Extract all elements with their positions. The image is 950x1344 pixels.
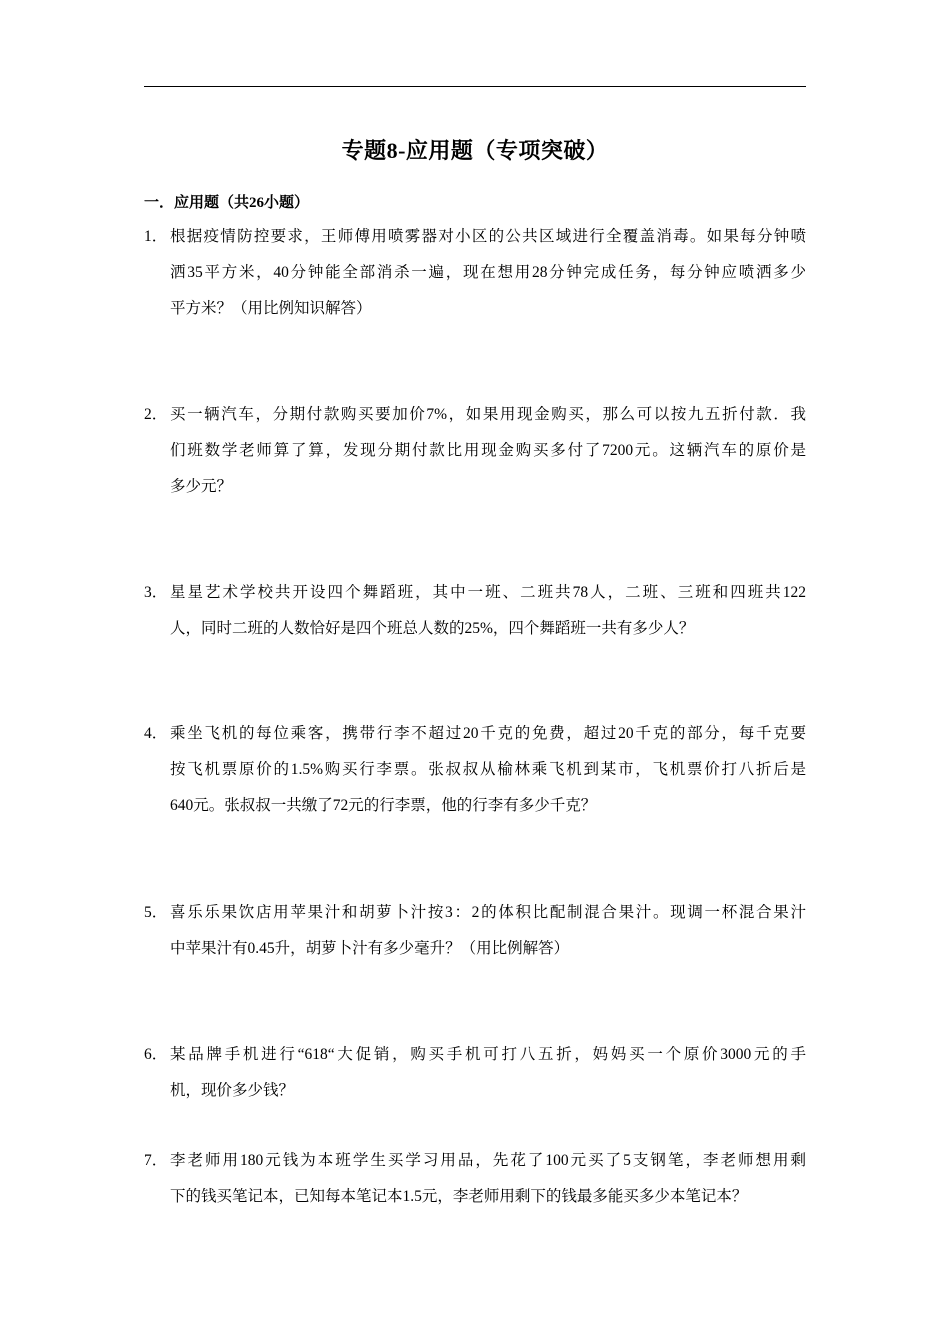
problem-text: 机，现价多少钱？ [170, 1082, 295, 1099]
problem-number: 7． [144, 1152, 168, 1169]
problem-number: 1． [144, 228, 168, 245]
problem-text: 人，同时二班的人数恰好是四个班总人数的25%，四个舞蹈班一共有多少人？ [170, 620, 695, 637]
problem-text: 某品牌手机进行“618“大促销，购买手机可打八五折，妈妈买一个原价3000元的手 [170, 1046, 806, 1063]
problem-3 [144, 575, 806, 647]
problem-text: 多少元？ [170, 478, 233, 495]
problem-line [144, 433, 806, 469]
problem-number: 6． [144, 1046, 168, 1063]
problem-line [144, 219, 806, 255]
problem-line [144, 1179, 806, 1215]
problem-text: 下的钱买笔记本，已知每本笔记本1.5元，李老师用剩下的钱最多能买多少本笔记本？ [170, 1188, 748, 1205]
problem-line [144, 1037, 806, 1073]
problem-line [144, 469, 806, 505]
problem-number: 4． [144, 725, 168, 742]
problem-6 [144, 1037, 806, 1109]
problem-7 [144, 1143, 806, 1215]
problem-5 [144, 895, 806, 967]
problem-line [144, 895, 806, 931]
problem-line [144, 716, 806, 752]
problem-line [144, 1073, 806, 1109]
problem-text: 根据疫情防控要求，王师傅用喷雾器对小区的公共区域进行全覆盖消毒。如果每分钟喷 [170, 228, 806, 245]
problem-line [144, 931, 806, 967]
header-rule [144, 86, 806, 87]
problem-line [144, 752, 806, 788]
problem-line [144, 611, 806, 647]
problem-number: 2． [144, 406, 168, 423]
problem-2 [144, 397, 806, 505]
problem-text: 中苹果汁有0.45升，胡萝卜汁有多少毫升？（用比例解答） [170, 940, 570, 957]
problem-1 [144, 219, 806, 327]
problem-line [144, 788, 806, 824]
problem-text: 买一辆汽车，分期付款购买要加价7%，如果用现金购买，那么可以按九五折付款．我 [170, 406, 806, 423]
problem-line [144, 1143, 806, 1179]
problem-text: 星星艺术学校共开设四个舞蹈班，其中一班、二班共78人，二班、三班和四班共122 [170, 584, 806, 601]
problem-text: 们班数学老师算了算，发现分期付款比用现金购买多付了7200元。这辆汽车的原价是 [170, 442, 806, 459]
problem-text: 平方米？（用比例知识解答） [170, 300, 372, 317]
problem-text: 李老师用180元钱为本班学生买学习用品，先花了100元买了5支钢笔，李老师想用剩 [170, 1152, 806, 1169]
problem-line [144, 397, 806, 433]
problem-number: 5． [144, 904, 168, 921]
problem-number: 3． [144, 584, 168, 601]
problem-text: 640元。张叔叔一共缴了72元的行李票，他的行李有多少千克？ [170, 797, 597, 814]
problem-line [144, 575, 806, 611]
problem-line [144, 255, 806, 291]
section-heading: 一．应用题（共26小题） [144, 195, 310, 211]
page-title: 专题8-应用题（专项突破） [341, 138, 609, 163]
problem-line [144, 291, 806, 327]
problem-text: 喜乐乐果饮店用苹果汁和胡萝卜汁按3：2的体积比配制混合果汁。现调一杯混合果汁 [170, 904, 806, 921]
problem-text: 乘坐飞机的每位乘客，携带行李不超过20千克的免费，超过20千克的部分，每千克要 [170, 725, 806, 742]
problem-text: 按飞机票原价的1.5%购买行李票。张叔叔从榆林乘飞机到某市，飞机票价打八折后是 [170, 761, 806, 778]
problem-4 [144, 716, 806, 824]
problem-text: 洒35平方米，40分钟能全部消杀一遍，现在想用28分钟完成任务，每分钟应喷洒多少 [170, 264, 806, 281]
